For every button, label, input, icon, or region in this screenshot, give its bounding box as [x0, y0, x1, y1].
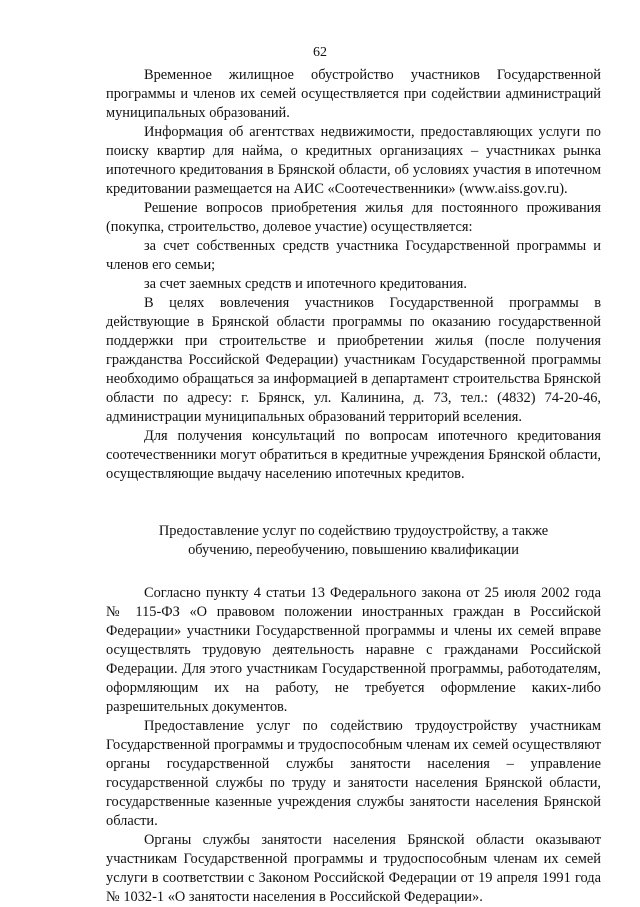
paragraph-borrowed-funds: за счет заемных средств и ипотечного кредитования. — [144, 276, 467, 292]
paragraph-own-funds: за счет собственных средств участника Государственной программы и членов его семьи; — [106, 238, 601, 273]
paragraph-federal-law: Согласно пункту 4 статьи 13 Федерального закона от 25 июля 2002 года № 115-ФЗ «О правовом положении иностранных граждан в Российской Федерации» участники Государственной программы и члены их семей вправе осуществлять трудовую деятельность наравне с гражданами Российской Федерации. Для этого участникам Государственной программы, работодателям, оформляющим их на работу, не требуется оформление каких-либо разрешительных документов. — [106, 585, 601, 715]
document-body — [106, 66, 601, 907]
paragraph-employment-services: Предоставление услуг по содействию трудоустройству участникам Государственной программы и трудоспособным членам их семей осуществляют органы государственной службы занятости населения – управление государственной службы по труду и занятости населения Брянской области, государственные казенные учреждения службы занятости населения Брянской области. — [106, 718, 601, 829]
paragraph-real-estate-info: Информация об агентствах недвижимости, предоставляющих услуги по поиску квартир для найма, о кредитных организациях – участниках рынка ипотечного кредитования в Брянской области, об условиях участия в ипотечном кредитовании размещается на АИС «Соотечественники» (www.aiss.gov.ru). — [106, 124, 601, 197]
section-heading-line-2: обучению, переобучению, повышению квалификации — [188, 542, 519, 558]
page-number: 62 — [313, 45, 327, 60]
paragraph-state-support: В целях вовлечения участников Государственной программы в действующие в Брянской области программы по оказанию государственной поддержки при строительстве и приобретении жилья (после получения гражданства Российской Федерации) участникам Государственной программы необходимо обращаться за информацией в департамент строительства Брянской области по адресу: г. Брянск, ул. Калинина, д. 73, тел.: (4832) 74-20-46, администрации муниципальных образований территорий вселения. — [106, 295, 601, 425]
section-heading — [106, 522, 601, 560]
paragraph-employment-bodies: Органы службы занятости населения Брянской области оказывают участникам Государственной программы и трудоспособным членам их семей услуги в соответствии с Законом Российской Федерации от 19 апреля 1991 года № 1032-1 «О занятости населения в Российской Федерации». — [106, 832, 601, 905]
paragraph-temporary-housing: Временное жилищное обустройство участников Государственной программы и членов их семей осуществляется при содействии администраций муниципальных образований. — [106, 67, 601, 121]
section-heading-line-1: Предоставление услуг по содействию трудоустройству, а также — [158, 523, 549, 539]
paragraph-permanent-housing: Решение вопросов приобретения жилья для постоянного проживания (покупка, строительство, долевое участие) осуществляется: — [106, 200, 601, 235]
paragraph-mortgage-consultation: Для получения консультаций по вопросам ипотечного кредитования соотечественники могут обратиться в кредитные учреждения Брянской области, осуществляющие выдачу населению ипотечных кредитов. — [106, 428, 601, 482]
